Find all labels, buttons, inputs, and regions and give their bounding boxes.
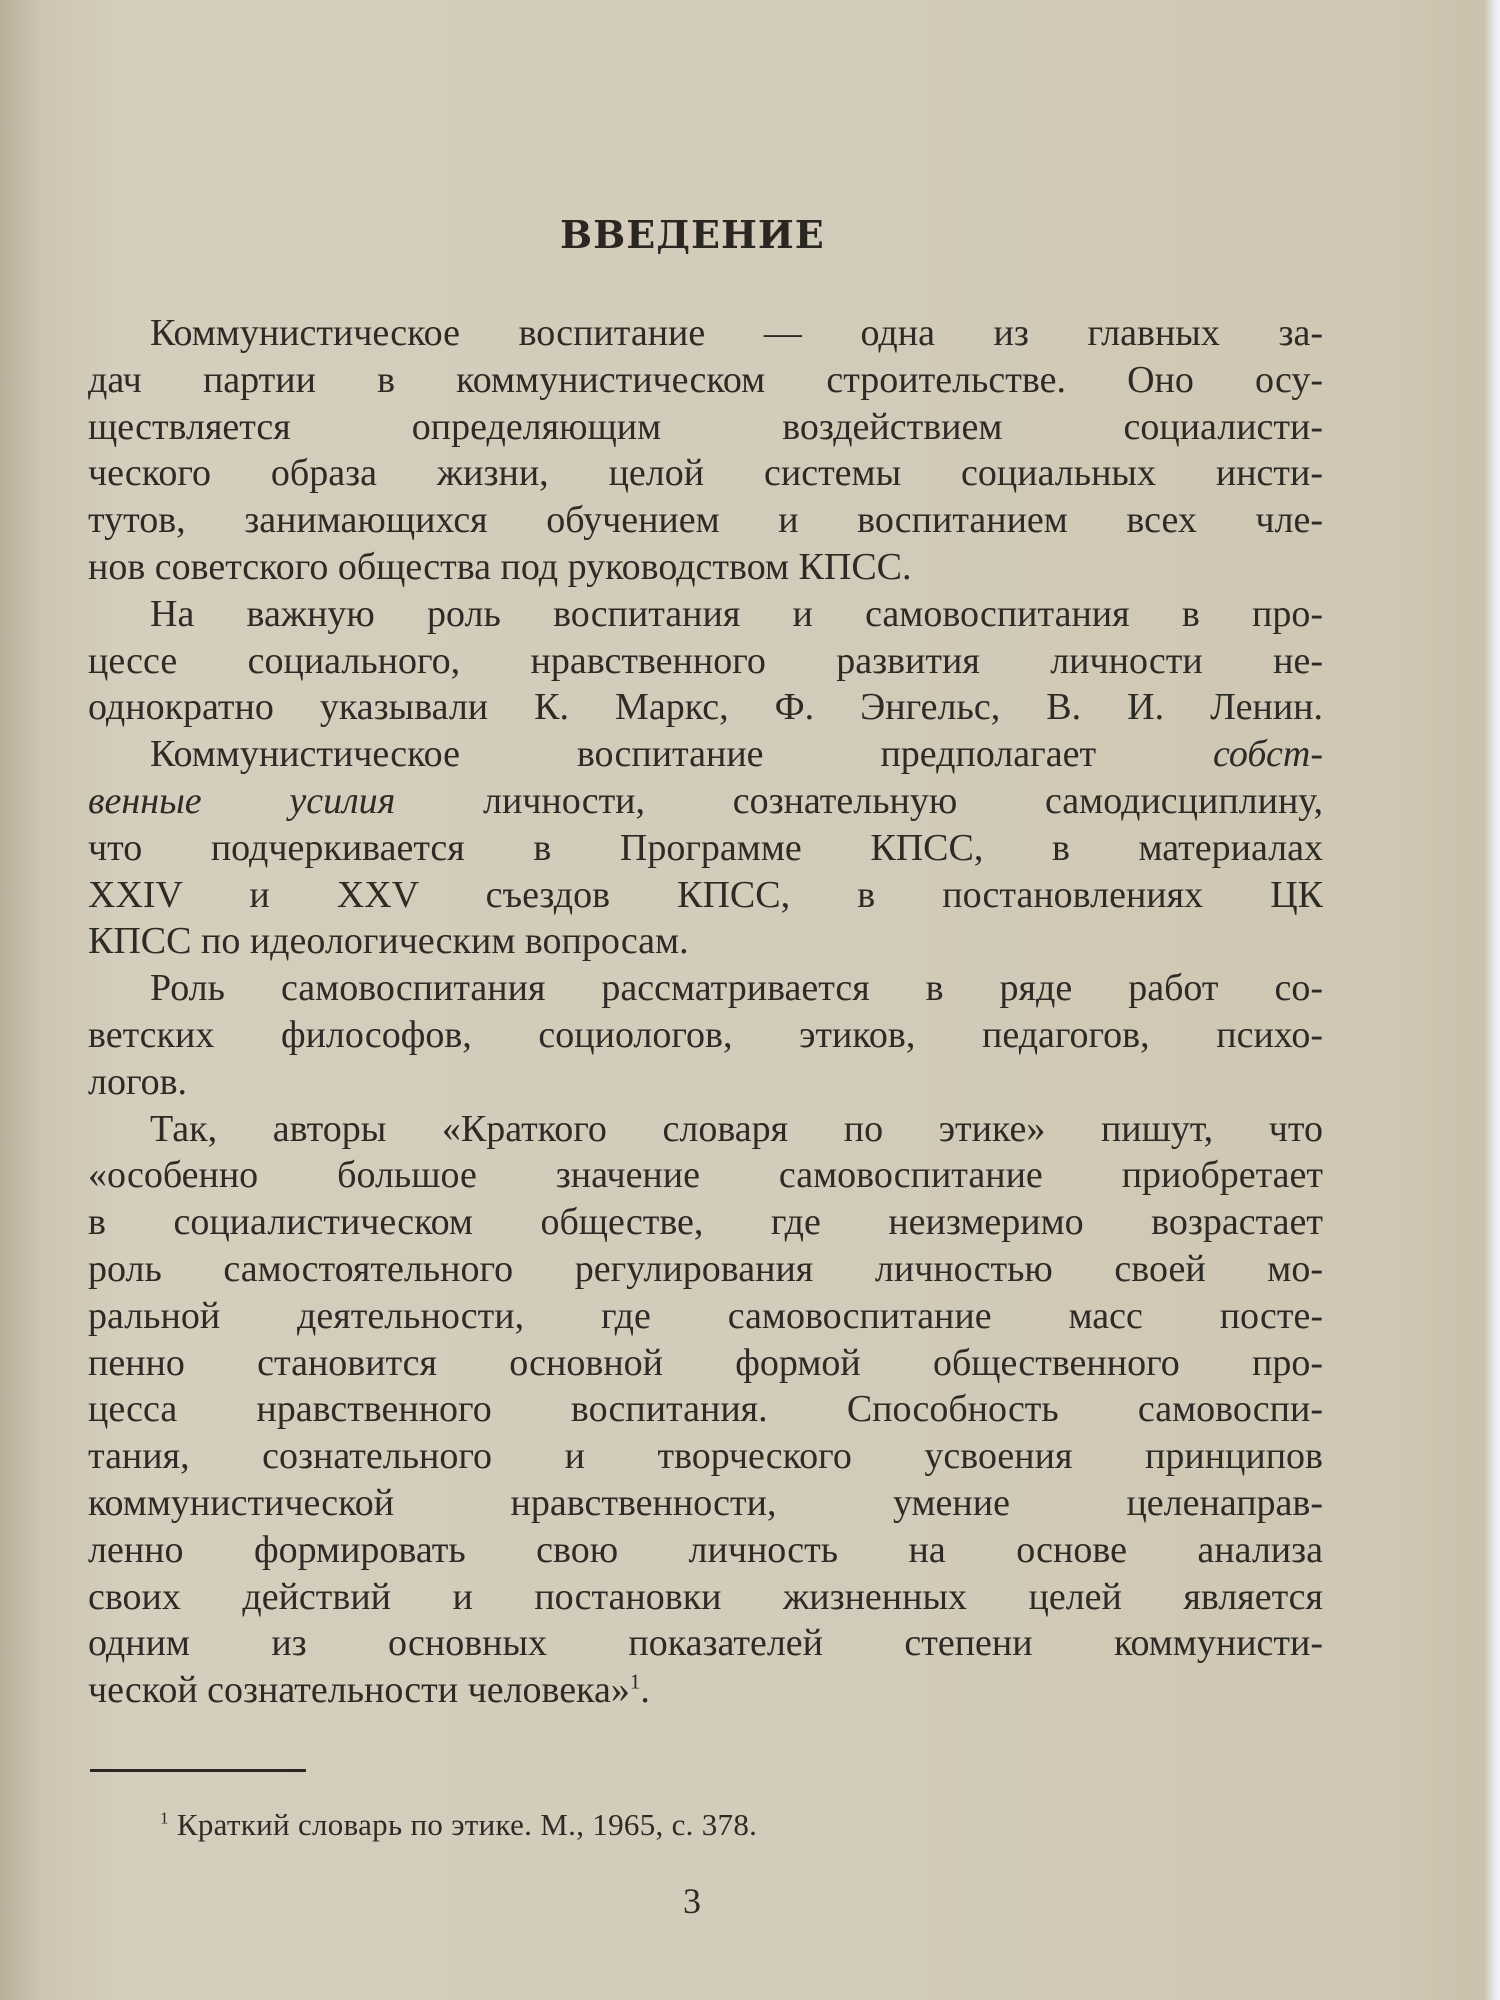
text-line (88, 1667, 1323, 1714)
text-line: коммунистической нравственности, умение целенаправ- (88, 1481, 1323, 1524)
footnote-marker: 1 (160, 1808, 169, 1828)
text-line (88, 778, 1323, 825)
text-line: ленно формировать свою личность на основе анализа (88, 1528, 1323, 1571)
text-line: цессе социального, нравственного развития личности не- (88, 639, 1323, 682)
footnote (160, 1805, 757, 1845)
italic-text: собст- (1213, 733, 1323, 776)
text-line: Роль самовоспитания рассматривается в ряде работ со- (150, 967, 1323, 1010)
next-page-edge (1484, 0, 1500, 2000)
text-line: одним из основных показателей степени коммунисти- (88, 1622, 1323, 1665)
body-text (88, 310, 1323, 1714)
text-segment: . (640, 1669, 650, 1712)
page-number: 3 (683, 1881, 701, 1921)
text-line: Коммунистическое воспитание — одна из главных за- (150, 312, 1323, 354)
text-line: дач партии в коммунистическом строительстве. Оно осу- (88, 358, 1323, 401)
text-line: своих действий и постановки жизненных целей является (88, 1575, 1323, 1618)
text-line: логов. (88, 1060, 188, 1103)
text-line: цесса нравственного воспитания. Способность самовоспи- (88, 1388, 1323, 1431)
text-segment: личности, сознательную самодисциплину, (395, 779, 1323, 822)
text-line: XXIV и XXV съездов КПСС, в постановлениях ЦК (88, 873, 1323, 916)
text-line: что подчеркивается в Программе КПСС, в материалах (88, 826, 1323, 869)
text-line: ральной деятельности, где самовоспитание масс посте- (88, 1294, 1323, 1337)
text-line: «особенно большое значение самовоспитание приобретает (88, 1154, 1323, 1197)
text-line: пенно становится основной формой общественного про- (88, 1341, 1323, 1384)
text-line: роль самостоятельного регулирования личностью своей мо- (88, 1247, 1323, 1290)
text-segment: Коммунистическое воспитание предполагает (150, 733, 1213, 776)
footnote-reference: 1 (629, 1669, 641, 1694)
text-line: КПСС по идеологическим вопросам. (88, 920, 689, 963)
text-line: На важную роль воспитания и самовоспитания в про- (150, 592, 1323, 635)
text-segment: ческой сознательности человека» (88, 1669, 630, 1712)
chapter-title: ВВЕДЕНИЕ (560, 212, 825, 257)
footnote-divider (90, 1769, 306, 1772)
text-line: ществляется определяющим воздействием социалисти- (88, 405, 1323, 448)
italic-text: венные усилия (88, 779, 396, 822)
text-line: ческого образа жизни, целой системы социальных инсти- (88, 452, 1323, 495)
text-line: тания, сознательного и творческого усвоения принципов (88, 1435, 1323, 1478)
text-line: Так, авторы «Краткого словаря по этике» пишут, что (150, 1107, 1323, 1150)
text-line: в социалистическом обществе, где неизмеримо возрастает (88, 1201, 1323, 1244)
footnote-text: Краткий словарь по этике. М., 1965, с. 378. (168, 1807, 758, 1842)
text-line: ветских философов, социологов, этиков, педагогов, психо- (88, 1013, 1323, 1056)
text-line: нов советского общества под руководством КПСС. (88, 545, 912, 588)
text-line: однократно указывали К. Маркс, Ф. Энгельс, В. И. Ленин. (88, 686, 1323, 729)
text-line: тутов, занимающихся обучением и воспитанием всех чле- (88, 499, 1323, 542)
text-line (88, 731, 1323, 778)
